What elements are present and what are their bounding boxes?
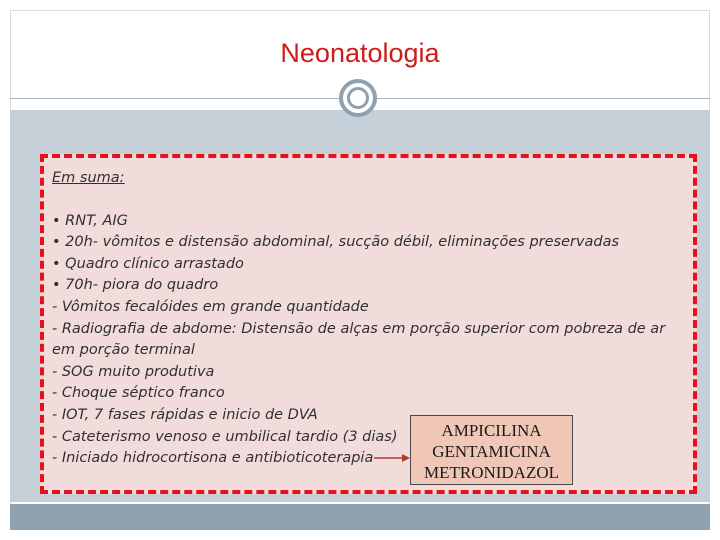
summary-line: - Choque séptico franco xyxy=(52,385,225,402)
drug-name: METRONIDAZOL xyxy=(423,463,560,482)
summary-box xyxy=(40,154,697,494)
summary-line: • 70h- piora do quadro xyxy=(52,277,219,294)
decorative-circle-icon xyxy=(339,79,377,117)
drug-name: GENTAMICINA xyxy=(432,442,551,461)
summary-line: - Radiografia de abdome: Distensão de alças em porção superior com pobreza de ar em porção terminal xyxy=(52,320,666,359)
summary-line: - Iniciado hidrocortisona e antibioticoterapia xyxy=(52,450,374,467)
summary-line: • 20h- vômitos e distensão abdominal, sucção débil, eliminações preservadas xyxy=(52,234,620,251)
summary-heading: Em suma: xyxy=(52,170,125,186)
summary-line: • Quadro clínico arrastado xyxy=(52,255,244,272)
summary-line: - IOT, 7 fases rápidas e inicio de DVA xyxy=(52,406,318,423)
summary-line: - Vômitos fecalóides em grande quantidade xyxy=(52,298,369,315)
footer-bar xyxy=(10,504,710,530)
summary-line: - SOG muito produtiva xyxy=(52,363,215,380)
slide-title: Neonatologia xyxy=(280,38,440,68)
summary-line: - Cateterismo venoso e umbilical tardio (3 dias) xyxy=(52,428,398,445)
drug-name: AMPICILINA xyxy=(441,421,542,440)
summary-line: • RNT, AIG xyxy=(52,212,128,229)
arrow-right-icon xyxy=(374,452,410,464)
summary-text xyxy=(52,168,692,470)
antibiotics-box xyxy=(410,415,573,485)
